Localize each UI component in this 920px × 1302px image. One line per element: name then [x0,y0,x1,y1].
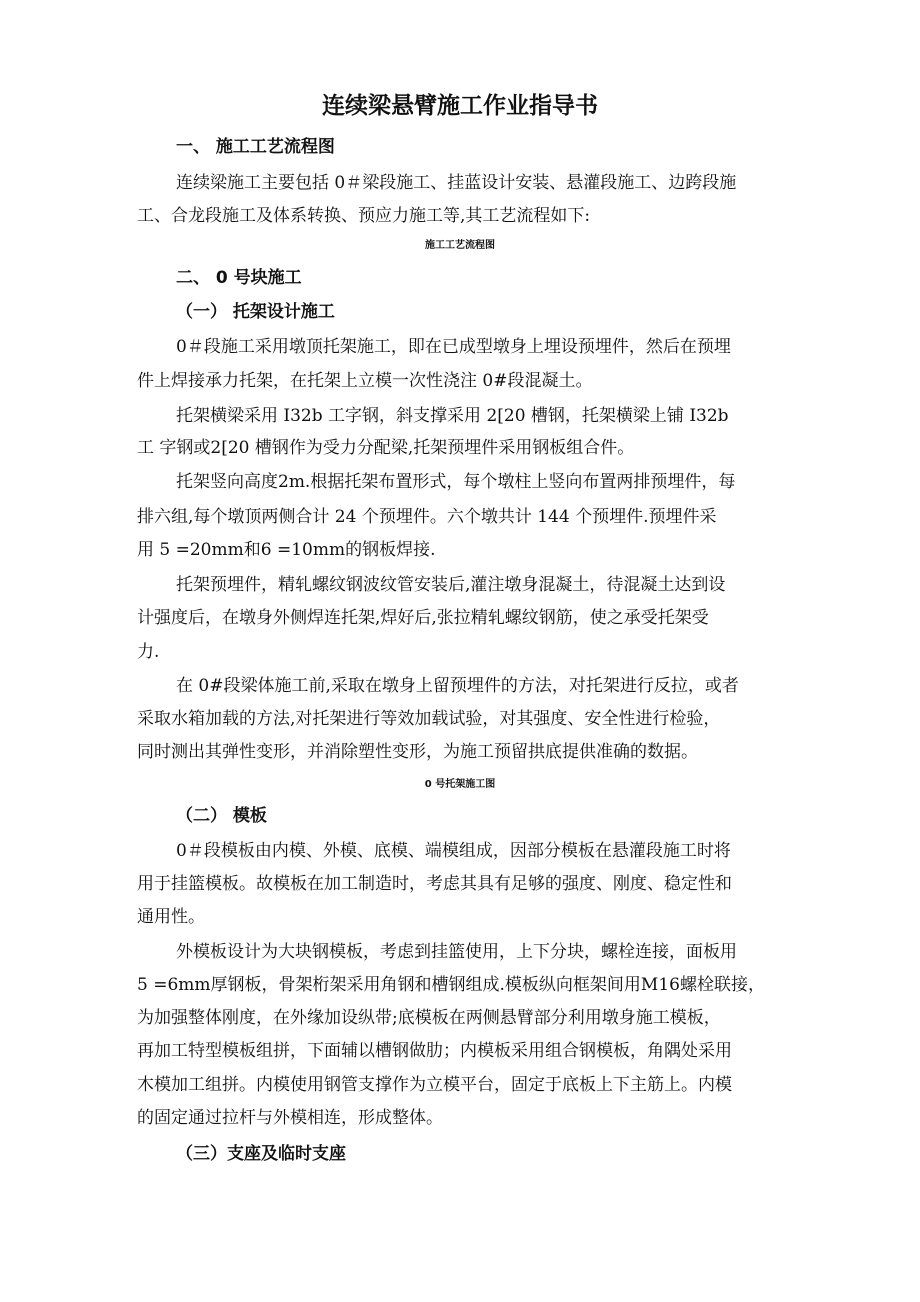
paragraph-line: 为加强整体刚度，在外缘加设纵带;底模板在两侧悬臂部分利用墩身施工模板， [137,1008,721,1028]
paragraph-line: 件上焊接承力托架，在托架上立模一次性浇注 0#段混凝土。 [137,371,593,391]
document-title: 连续梁悬臂施工作业指导书 [322,93,598,119]
section-heading-2: 二、 0 号块施工 [176,268,302,288]
paragraph-line: 托架竖向高度2m.根据托架布置形式，每个墩柱上竖向布置两排预埋件，每 [176,472,736,492]
paragraph-line: 再加工特型模板组拼，下面辅以槽钢做肋；内模板采用组合钢模板，角隅处采用 [137,1041,732,1061]
section-heading-1: 一、 施工工艺流程图 [176,137,335,157]
paragraph-line: 用 5 =20mm和6 =10mm的钢板焊接. [137,540,436,560]
paragraph-line: 排六组,每个墩顶两侧合计 24 个预埋件。六个墩共计 144 个预埋件.预埋件采 [137,507,717,527]
figure-caption-process-flow: 施工工艺流程图 [425,240,495,251]
paragraph-line: 外模板设计为大块钢模板，考虑到挂篮使用，上下分块，螺栓连接，面板用 [176,942,737,962]
subsection-heading-formwork: （二） 模板 [176,806,267,826]
paragraph-line: 用于挂篮模板。故模板在加工制造时，考虑其具有足够的强度、刚度、稳定性和 [137,874,732,894]
paragraph-line: 同时测出其弹性变形，并消除塑性变形，为施工预留拱底提供准确的数据。 [137,742,698,762]
paragraph-line: 的固定通过拉杆与外模相连，形成整体。 [137,1108,443,1128]
figure-caption-bracket-drawing: 0 号托架施工图 [424,779,496,790]
paragraph-line: 通用性。 [137,907,205,927]
paragraph-line: 0＃段施工采用墩顶托架施工，即在已成型墩身上埋设预埋件，然后在预埋 [176,337,731,357]
paragraph-line: 在 0#段梁体施工前,采取在墩身上留预埋件的方法，对托架进行反拉，或者 [176,676,739,696]
paragraph-line: 采取水箱加载的方法,对托架进行等效加载试验，对其强度、安全性进行检验， [137,709,721,729]
subsection-heading-bearings: （三）支座及临时支座 [176,1144,346,1164]
paragraph-line: 力. [137,642,160,662]
paragraph-line: 托架预埋件，精轧螺纹钢波纹管安装后,灌注墩身混凝土，待混凝土达到设 [176,575,726,595]
paragraph-line: 木模加工组拼。内模使用钢管支撑作为立模平台，固定于底板上下主筋上。内模 [137,1075,732,1095]
paragraph-line: 0＃段模板由内模、外模、底模、端模组成，因部分模板在悬灌段施工时将 [176,841,731,861]
paragraph-line: 工 字钢或2[20 槽钢作为受力分配梁,托架预埋件采用钢板组合件。 [137,438,635,458]
paragraph-line: 计强度后，在墩身外侧焊连托架,焊好后,张拉精轧螺纹钢筋，使之承受托架受 [137,608,709,628]
paragraph-line: 5 =6mm厚钢板，骨架桁架采用角钢和槽钢组成.模板纵向框架间用M16螺栓联接， [137,975,765,995]
subsection-heading-bracket: （一） 托架设计施工 [176,302,335,322]
paragraph-line: 工、合龙段施工及体系转换、预应力施工等,其工艺流程如下: [137,206,591,226]
paragraph-line: 连续梁施工主要包括 0＃梁段施工、挂蓝设计安装、悬灌段施工、边跨段施 [176,173,737,193]
paragraph-line: 托架横梁采用 I32b 工字钢，斜支撑采用 2[20 槽钢，托架横梁上铺 I32b [176,406,729,426]
